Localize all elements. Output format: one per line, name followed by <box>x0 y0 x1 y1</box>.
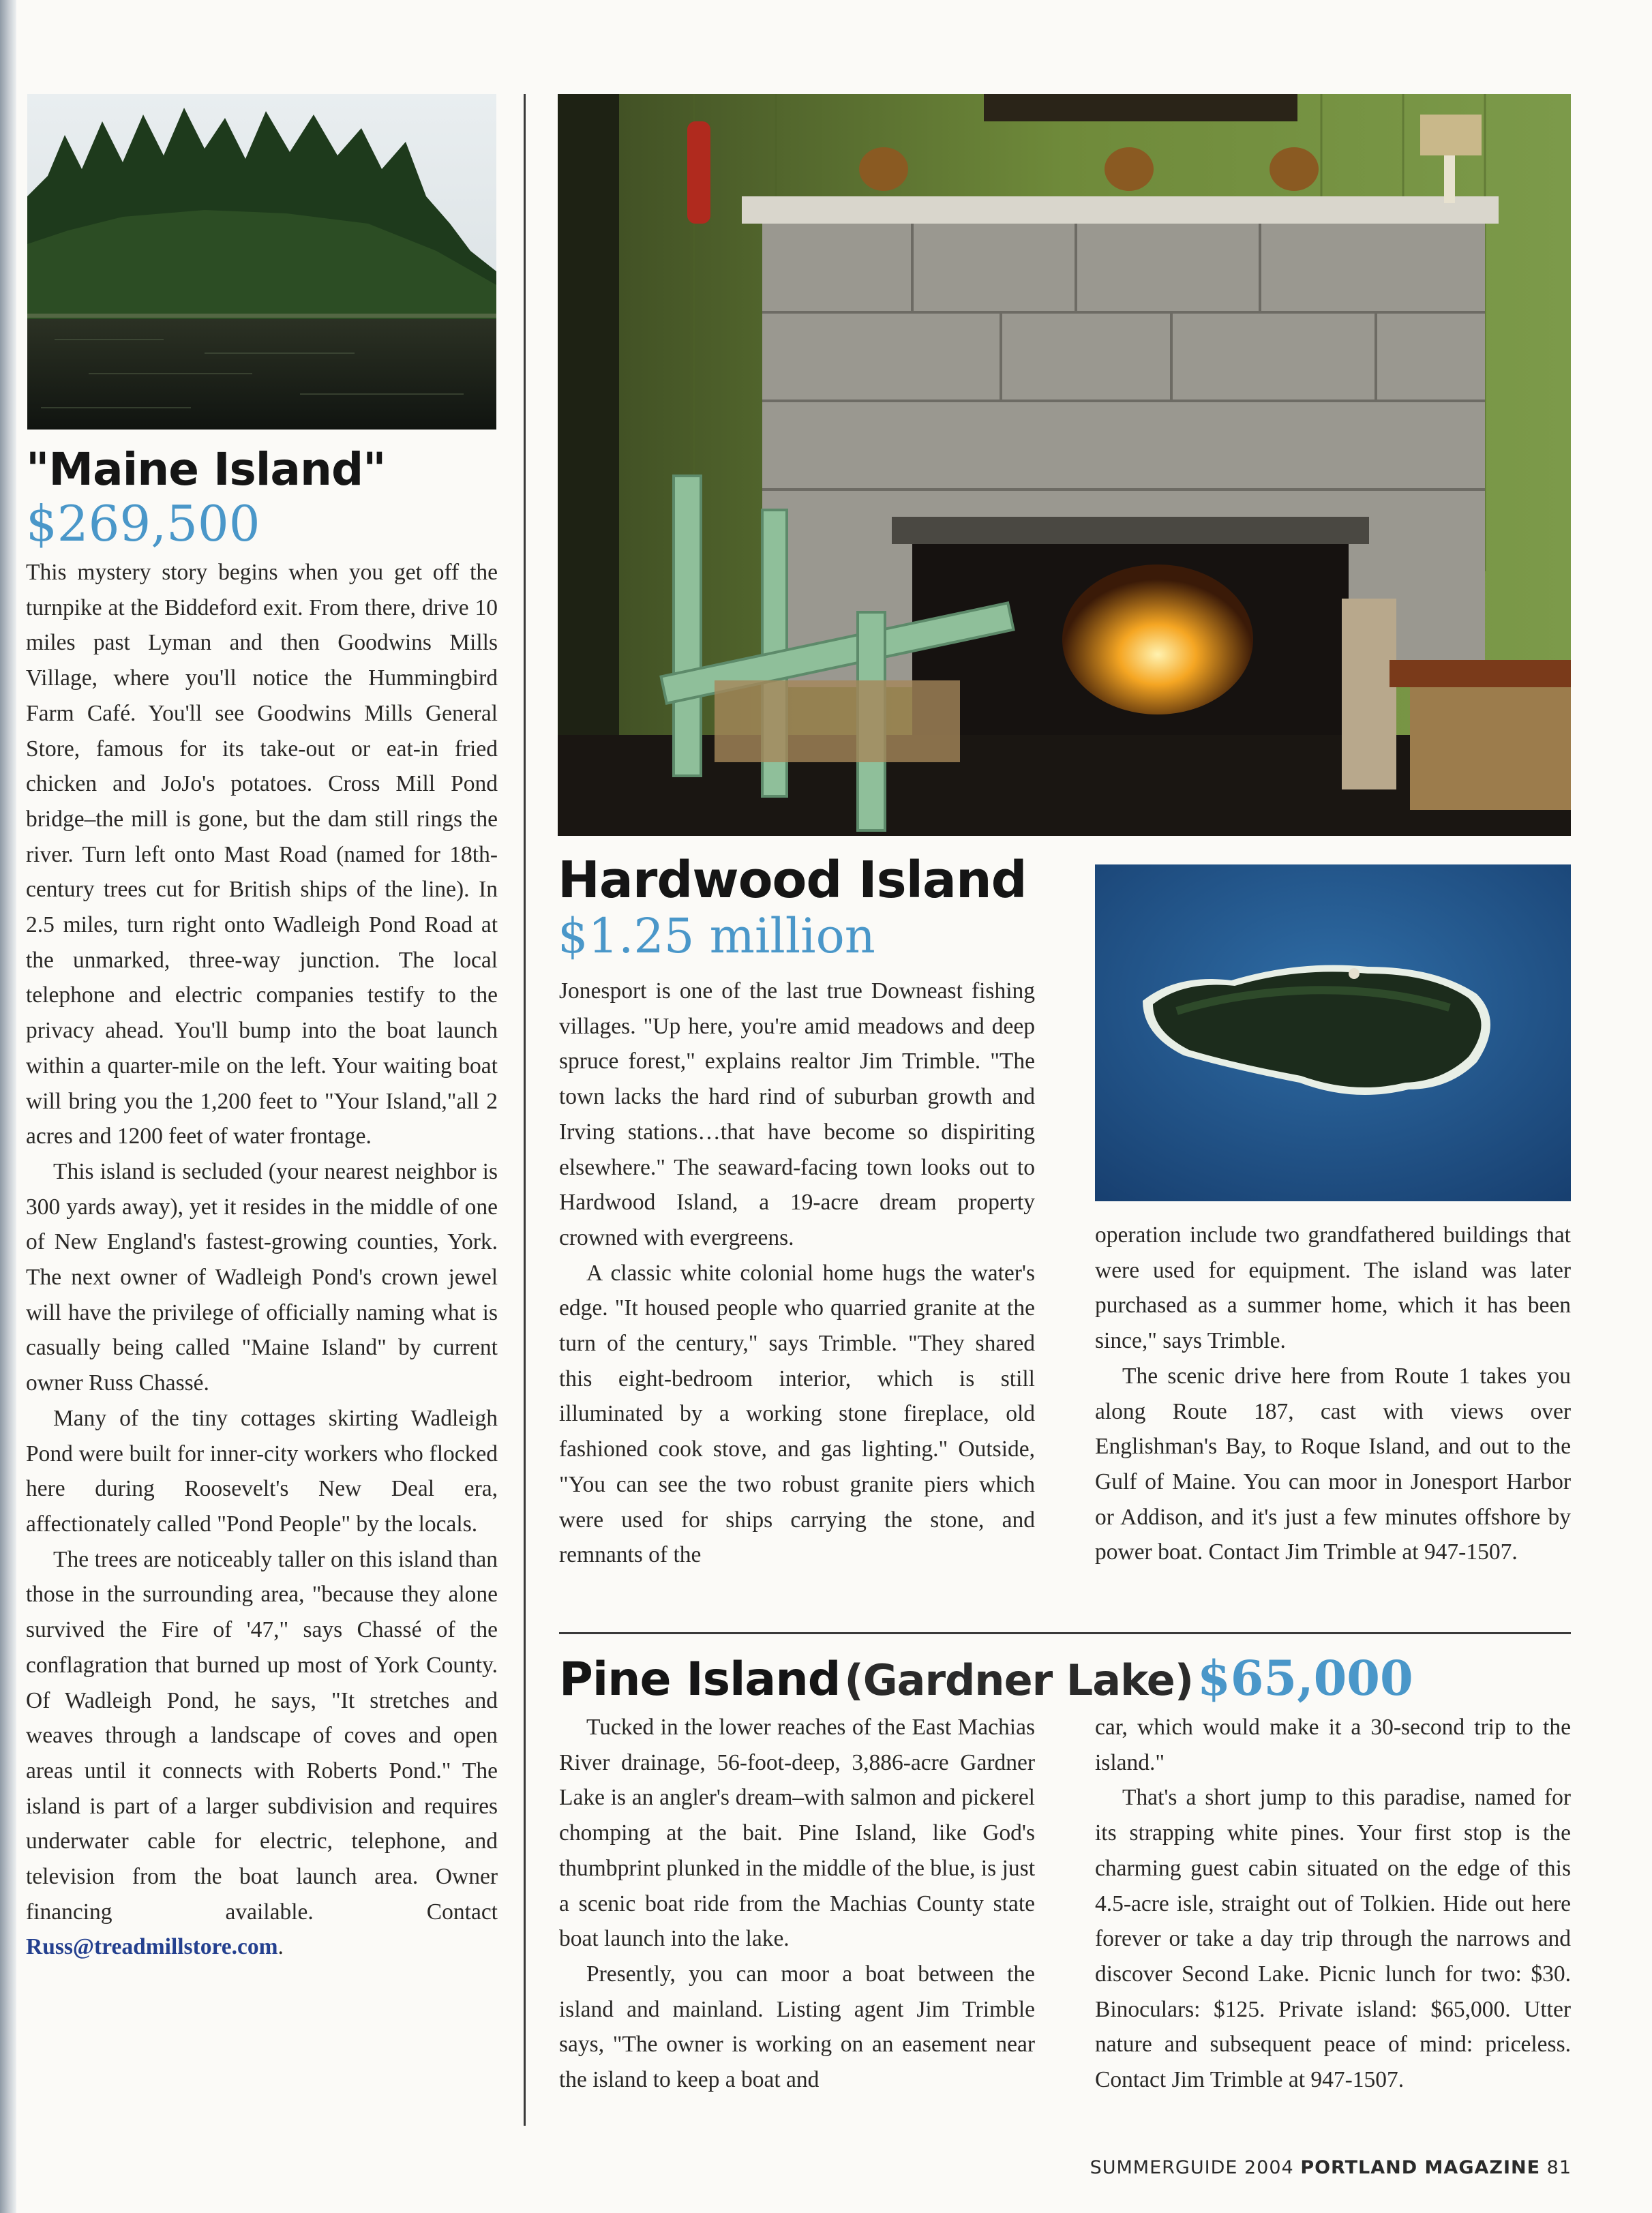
maine-paragraph-4-text: The trees are noticeably taller on this island than those in the surrounding area, "because they alone survived the Fire of '47," says Chassé of the conflagration that burned up most of York County. Of Wadleigh Pond, he says, "It stretches and weaves through a landscape of coves and open areas until it connects with Roberts Pond." The island is part of a larger subdivision and requires underwater cable for electric, telephone, and television from the boat launch area. Owner financing available. Contact <box>26 1546 498 1925</box>
pine-island-column-2 <box>1095 1710 1571 2098</box>
pine-island-column-1 <box>559 1710 1035 2098</box>
maine-island-article <box>26 555 498 1965</box>
maine-paragraph-4 <box>26 1542 498 1965</box>
footer-magazine: PORTLAND MAGAZINE <box>1300 2157 1541 2178</box>
hardwood-paragraph-4: The scenic drive here from Route 1 takes you along Route 187, cast with views over Englishman's Bay, to Roque Island, and out to the Gulf of Maine. You can moor in Jonesport Harbor or Addison, and it's just a few minutes offshore by power boat. Contact Jim Trimble at 947-1507. <box>1095 1363 1571 1565</box>
maine-paragraph-1: This mystery story begins when you get off the turnpike at the Biddeford exit. From there, drive 10 miles past Lyman and then Goodwins Mills Village, where you'll notice the Hummingbird Farm Café. You'll see Goodwins Mills General Store, famous for its take-out or eat-in fried chicken and JoJo's potatoes. Cross Mill Pond bridge–the mill is gone, but the dam still rings the river. Turn left onto Mast Road (named for 18th-century trees cut for British ships of the line). In 2.5 miles, turn right onto Wadleigh Pond Road at the unmarked, three-way junction. The local telephone and electric companies testify to the privacy ahead. You'll bump into the boat launch within a quarter-mile on the left. Your waiting boat will bring you the 1,200 feet to "Your Island,"all 2 acres and 1200 feet of water frontage. <box>26 560 498 1149</box>
hardwood-island-title: Hardwood Island <box>558 851 1027 909</box>
contact-email-link[interactable]: Russ@treadmillstore.com <box>26 1934 278 1960</box>
pine-paragraph-4: That's a short jump to this paradise, named for its strapping white pines. Your first stop is the charming guest cabin situated on the edge of this 4.5-acre isle, straight out of Tolkien. Hide out here forever or take a day trip through the narrows and discover Second Lake. Picnic lunch for two: $30. Binoculars: $125. Private island: $65,000. Utter nature and subsequent peace of mind: priceless. Contact Jim Trimble at 947-1507. <box>1095 1785 1571 2093</box>
hardwood-island-column-1 <box>559 974 1035 1573</box>
hardwood-island-column-2 <box>1095 1218 1571 1570</box>
pine-paragraph-1: Tucked in the lower reaches of the East Machias River drainage, 56-foot-deep, 3,886-acre Gardner Lake is an angler's dream–with salmon and pickerel chomping at the bait. Pine Island, like God's thumbprint plunked in the middle of the blue, is just a scenic boat ride from the Machias County state boat launch into the lake. <box>559 1715 1035 1952</box>
maine-paragraph-2: This island is secluded (your nearest neighbor is 300 yards away), yet it resides in the middle of one of New England's fastest-growing counties, York. The next owner of Wadleigh Pond's crown jewel will have the privilege of officially naming what is casually being called "Maine Island" by current owner Russ Chassé. <box>26 1158 498 1396</box>
pine-paragraph-3: car, which would make it a 30-second trip to the island." <box>1095 1715 1571 1775</box>
pine-island-subtitle: (Gardner Lake) <box>844 1655 1194 1705</box>
pine-island-price: $65,000 <box>1197 1650 1413 1706</box>
hardwood-paragraph-3: operation include two grandfathered buildings that were used for equipment. The island was later purchased as a summer home, which it has been since," says Trimble. <box>1095 1222 1571 1354</box>
maine-island-photo <box>27 94 496 430</box>
hardwood-paragraph-1: Jonesport is one of the last true Downeast fishing villages. "Up here, you're amid meadows and deep spruce forest," explains realtor Jim Trimble. "The town lacks the hard rind of suburban growth and Irving stations…that have become so dispiriting elsewhere." The seaward-facing town looks out to Hardwood Island, a 19-acre dream property crowned with evergreens. <box>559 978 1035 1250</box>
hardwood-paragraph-2: A classic white colonial home hugs the water's edge. "It housed people who quarried granite at the turn of the century," says Trimble. "They shared this eight-bedroom interior, which is still illuminated by a working stone fireplace, old fashioned cook stove, and gas lighting." Outside, "You can see the two robust granite piers which were used for ships carrying the stone, and remnants of the <box>559 1260 1035 1568</box>
section-divider-horizontal <box>559 1632 1571 1634</box>
pine-island-heading <box>559 1650 1413 1706</box>
hardwood-island-aerial-photo <box>1095 864 1571 1201</box>
footer-page-number: 81 <box>1546 2157 1572 2178</box>
maine-island-price: $269,500 <box>26 495 260 552</box>
pine-island-title: Pine Island <box>559 1653 841 1706</box>
page-footer <box>1090 2157 1572 2178</box>
maine-island-title: "Maine Island" <box>26 443 386 496</box>
maine-paragraph-3: Many of the tiny cottages skirting Wadleigh Pond were built for inner-city workers who flocked here during Roosevelt's New Deal era, affectionately called "Pond People" by the locals. <box>26 1405 498 1537</box>
column-divider-vertical <box>524 94 526 2126</box>
hardwood-island-price: $1.25 million <box>558 908 875 964</box>
footer-guide: SUMMERGUIDE 2004 <box>1090 2157 1294 2178</box>
page-spine-shadow <box>0 0 16 2213</box>
pine-paragraph-2: Presently, you can moor a boat between the island and mainland. Listing agent Jim Trimble says, "The owner is working on an easement near the island to keep a boat and <box>559 1961 1035 2093</box>
contact-end: . <box>277 1934 284 1960</box>
fireplace-photo <box>558 94 1571 836</box>
